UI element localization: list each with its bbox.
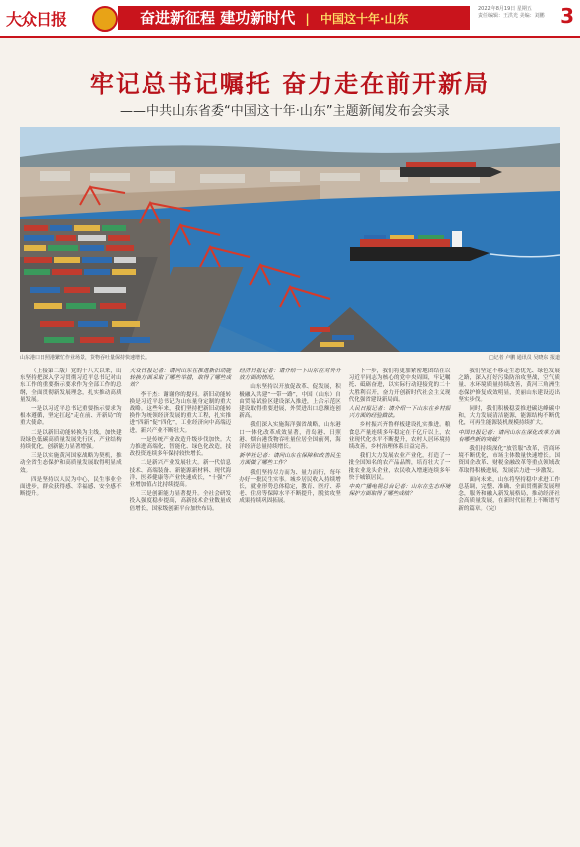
reporter-question: 经济日报记者：请介绍一下山东在对外开放方面的情况。 xyxy=(239,368,341,382)
issue-meta xyxy=(478,6,558,20)
section-banner: 奋进新征程 建功新时代 | 中国这十年·山东 xyxy=(118,6,470,30)
body-paragraph: 四是坚持以人民为中心，民生事业全面进步，群众获得感、幸福感、安全感不断提升。 xyxy=(20,476,122,498)
article-body xyxy=(20,368,560,838)
newspaper-logo: 大众日报 xyxy=(6,10,67,29)
issue-date: 2022年8月19日 星期五 xyxy=(478,6,532,12)
body-paragraph: 下一步，我们将更加紧密地团结在以习近平同志为核心的党中央周围，牢记嘱托、砥砺奋进，以实际行动迎接党的二十大胜利召开，奋力开创新时代社会主义现代化强省建设新局面。 xyxy=(348,368,451,403)
port-aerial-photo xyxy=(20,127,560,352)
body-paragraph: 山东坚持以开放促改革、促发展，积极融入共建“一带一路”，中国（山东）自由贸易试验区建设深入推进，上合示范区建设取得重要进展，外贸进出口总额连创新高。 xyxy=(239,384,341,420)
body-paragraph: 三是创新能力显著提升。全社会研发投入强度稳步提高，高新技术企业数量成倍增长，国家级创新平台加快布局。 xyxy=(129,491,232,512)
article-subtitle: ——中共山东省委“中国这十年·山东”主题新闻发布会实录 xyxy=(120,104,450,119)
article-title: 牢记总书记嘱托 奋力走在前开新局 xyxy=(89,69,491,98)
party-emblem-icon xyxy=(92,6,118,32)
body-paragraph: 我们坚定不移走生态优先、绿色发展之路，深入打好污染防治攻坚战，空气质量、水环境质量持续改善，黄河三角洲生态保护修复成效明显，美丽山东建设迈出坚实步伐。 xyxy=(458,368,560,403)
body-paragraph: 同时，我们积极稳妥推进碳达峰碳中和，大力发展清洁能源，能源结构不断优化，可再生能源装机规模持续扩大。 xyxy=(458,406,560,427)
body-paragraph: 三是以实施黄河国家战略为契机，推动全省生态保护和高质量发展取得明显成效。 xyxy=(20,453,122,474)
body-paragraph: （上接第二版）党的十八大以来，山东坚持把深入学习贯彻习近平总书记对山东工作的重要指示要求作为全部工作的总纲，全面贯彻新发展理念，扎实推动高质量发展。 xyxy=(20,368,122,403)
body-paragraph: 面向未来，山东将坚持稳中求进工作总基调，完整、准确、全面贯彻新发展理念，服务和融入新发展格局，推动经济社会高质量发展，在新时代征程上不断谱写新的篇章。（完） xyxy=(458,476,560,512)
photo-caption: 山东港口日照港繁忙作业场景，货物吞吐量保持快速增长。 xyxy=(20,355,151,361)
body-paragraph: 我们持续深化“放管服”改革，营商环境不断优化，市场主体数量快速增长。国资国企改革、财税金融改革等重点领域改革取得积极进展，发展活力进一步激发。 xyxy=(458,446,560,474)
body-paragraph: 二是以新旧动能转换为主线，加快建设绿色低碳高质量发展先行区，产业结构持续优化，创新能力显著增强。 xyxy=(20,429,122,451)
port-illustration xyxy=(20,127,560,352)
reporter-question: 新华社记者：请问山东在保障和改善民生方面做了哪些工作？ xyxy=(239,453,341,467)
body-paragraph: 我们坚持尽力而为、量力而行，每年办好一批民生实事。城乡居民收入持续增长，就业形势总体稳定，教育、医疗、养老、住房等保障水平不断提升，脱贫攻坚成果持续巩固拓展。 xyxy=(239,469,341,505)
reporter-question: 人民日报记者：请介绍一下山东在乡村振兴方面的经验做法。 xyxy=(348,406,451,420)
photo-credit: □记者 卢鹏 通讯员 吴晓东 报道 xyxy=(488,355,560,361)
page-number: 3 xyxy=(560,4,574,28)
banner-title: 奋进新征程 建功新时代 xyxy=(140,9,296,27)
body-paragraph: 我们深入实施海洋强省战略，山东港口一体化改革成效显著，青岛港、日照港、烟台港货物吞吐量位居全国前列，海洋经济总量持续增长。 xyxy=(239,422,341,451)
reporter-question: 中国日报记者：请问山东在深化改革方面有哪些新的突破？ xyxy=(458,429,560,443)
body-paragraph: 李干杰：谢谢你的提问。新旧动能转换是习近平总书记为山东量身定制的重大战略。这些年来，我们坚持把新旧动能转换作为统领经济发展的重大工程，扎实推进“四新”促“四化”，工业经济向中高端迈进，新兴产业不断壮大。 xyxy=(129,391,232,434)
masthead xyxy=(0,0,580,38)
banner-subtitle: 中国这十年·山东 xyxy=(319,12,409,26)
body-paragraph: 乡村振兴齐鲁样板建设扎实推进。粮食总产量连续多年稳定在千亿斤以上，农业现代化水平不断提升，农村人居环境持续改善，乡村治理体系日益完善。 xyxy=(348,422,451,451)
reporter-question: 中央广播电视总台记者：山东在生态环境保护方面取得了哪些成绩？ xyxy=(348,484,451,498)
issue-editors: 责任编辑：王洪光 美编：刘鹏 xyxy=(478,13,545,19)
body-paragraph: 一是传统产业改造升级步伐加快。大力推进高端化、智能化、绿色化改造，技改投资连续多年保持较快增长。 xyxy=(129,436,232,458)
body-paragraph: 我们大力发展农业产业化，打造了一批全国知名的农产品品牌，培育壮大了一批农业龙头企业，农民收入增速连续多年快于城镇居民。 xyxy=(348,453,451,481)
photo-caption-bar xyxy=(20,354,560,361)
body-paragraph: 一是以习近平总书记重要指示要求为根本遵循，坚定扛起“走在前、开新局”的重大使命。 xyxy=(20,406,122,427)
body-paragraph: 二是新兴产业发展壮大。新一代信息技术、高端装备、新能源新材料、现代海洋、医养健康等产业快速成长，“十强”产业增加值占比持续提高。 xyxy=(129,460,232,489)
reporter-question: 大众日报记者：请问山东在推进新旧动能转换方面采取了哪些举措，取得了哪些成效？ xyxy=(129,368,232,389)
